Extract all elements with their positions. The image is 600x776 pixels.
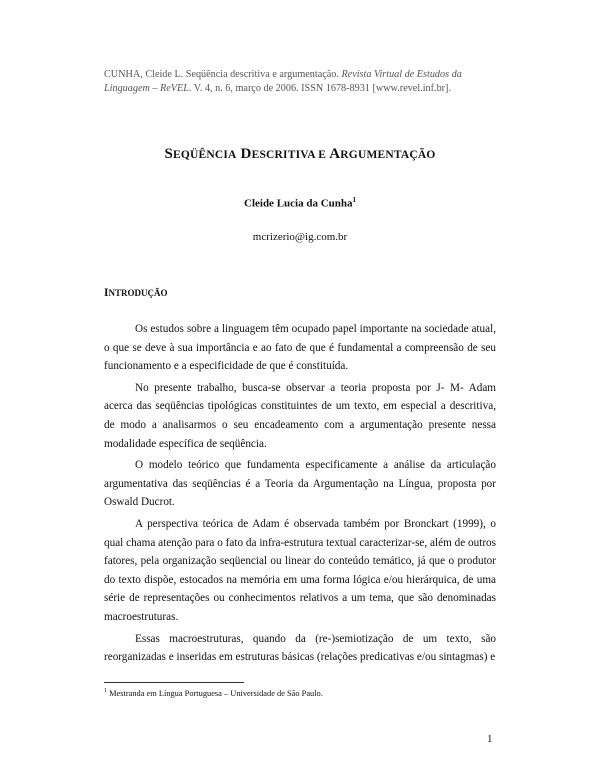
footnote-marker: 1 [352,196,356,204]
page-number: 1 [487,733,493,745]
citation-header [104,68,504,96]
paragraph: A perspectiva teórica de Adam é observada também por Bronckart (1999), o qual chama atenção para o fato da infra-estrutura textual caracterizar-se, além de outros fatores, pela organização seqüencial ou linear do conteúdo temático, já que o produtor do texto dispõe, estocados na memória em uma forma lógica e/ou hierárquica, de uma série de representações ou conhecimentos relativos a um tema, que são denominadas macroestruturas. [104,517,496,623]
footnote-divider [104,682,244,683]
paragraph: Essas macroestruturas, quando da (re-)semiotização de um texto, são reorganizadas e inseridas em estruturas básicas (relações predicativas e/ou sintagmas) e [104,632,496,664]
paragraph: Os estudos sobre a linguagem têm ocupado papel importante na sociedade atual, o que se deve à sua importância e ao fato de que é fundamental a compreensão de seu funcionamento e a especificidade de que é constituída. [104,323,496,373]
paper-title: SEQÜÊNCIA DESCRITIVA E ARGUMENTAÇÃO [164,146,436,162]
paragraph: No presente trabalho, busca-se observar a teoria proposta por J- M- Adam acerca das seqüências tipológicas constituintes de um texto, em especial a descritiva, de modo a analisarmos o seu encadeamento com a argumentação presente nessa modalidade específica de seqüência. [104,381,496,450]
paragraph: O modelo teórico que fundamenta especificamente a análise da articulação argumentativa das seqüências é a Teoria da Argumentação na Língua, proposta por Oswald Ducrot. [104,459,496,509]
footnote: $^1$ Mestranda em Língua Portuguesa – Universidade de São Paulo. [104,688,323,698]
body-text [104,320,496,670]
citation-start: CUNHA, Cleide L. Seqüência descritiva e argumentação. [104,69,339,80]
section-heading-introduction: INTRODUÇÃO [104,287,168,299]
author-email: mcrizerio@ig.com.br [252,231,348,243]
citation-end: . V. 4, n. 6, março de 2006. ISSN 1678-8931 [www.revel.inf.br]. [188,83,451,94]
journal-title: Revista Virtual de Estudos da Linguagem – ReVEL [104,69,462,94]
author-name: Cleide Lucia da Cunha$^1$ [244,196,356,210]
